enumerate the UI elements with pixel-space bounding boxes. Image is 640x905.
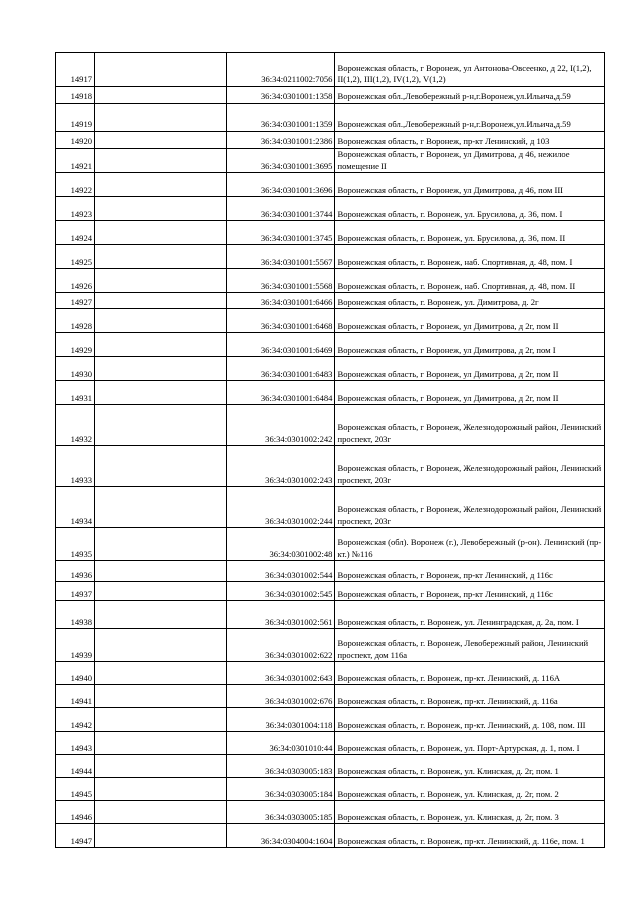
empty-cell: [95, 685, 227, 708]
cadastral-number: 36:34:0303005:184: [227, 778, 335, 801]
cadastral-number: 36:34:0301002:676: [227, 685, 335, 708]
row-number: 14939: [56, 629, 95, 662]
address: Воронежская область, г Воронеж, ул Димитрова, д 2г, пом I: [335, 333, 605, 357]
empty-cell: [95, 333, 227, 357]
table-row: [56, 732, 605, 755]
cadastral-number: 36:34:0301001:1359: [227, 104, 335, 132]
row-number: 14922: [56, 173, 95, 197]
address: Воронежская область, г Воронеж, ул Димитрова, д 2г, пом II: [335, 357, 605, 381]
cadastral-number: 36:34:0301001:6483: [227, 357, 335, 381]
row-number: 14947: [56, 824, 95, 848]
address: Воронежская область, г Воронеж, ул Димитрова, д 46, пом III: [335, 173, 605, 197]
empty-cell: [95, 197, 227, 221]
address: Воронежская обл.,Левобережный р-н,г.Воронеж,ул.Ильича,д.59: [335, 104, 605, 132]
row-number: 14932: [56, 405, 95, 446]
cadastral-number: 36:34:0301002:561: [227, 601, 335, 629]
row-number: 14920: [56, 132, 95, 149]
table-row: [56, 446, 605, 487]
table-row: [56, 309, 605, 333]
address: Воронежская область, г. Воронеж, наб. Спортивная, д. 48, пом. I: [335, 245, 605, 269]
empty-cell: [95, 309, 227, 333]
empty-cell: [95, 824, 227, 848]
cadastral-number: 36:34:0303005:183: [227, 755, 335, 778]
table-row: [56, 132, 605, 149]
address: Воронежская область, г Воронеж, ул Димитрова, д 46, нежилое помещение II: [335, 149, 605, 173]
empty-cell: [95, 629, 227, 662]
row-number: 14937: [56, 582, 95, 601]
address: Воронежская область, г. Воронеж, наб. Спортивная, д. 48, пом. II: [335, 269, 605, 293]
cadastral-number: 36:34:0301001:3745: [227, 221, 335, 245]
empty-cell: [95, 53, 227, 87]
cadastral-number: 36:34:0301001:3695: [227, 149, 335, 173]
cadastral-number: 36:34:0301001:6466: [227, 293, 335, 309]
empty-cell: [95, 528, 227, 561]
address: Воронежская область, г. Воронеж, ул. Брусилова, д. 36, пом. II: [335, 221, 605, 245]
empty-cell: [95, 755, 227, 778]
empty-cell: [95, 662, 227, 685]
cadastral-number: 36:34:0301004:118: [227, 708, 335, 732]
address: Воронежская область, г Воронеж, ул Антонова-Овсеенко, д 22, I(1,2), II(1,2), III(1,2), IV(1,2), V(1,2): [335, 53, 605, 87]
row-number: 14923: [56, 197, 95, 221]
address: Воронежская область, г. Воронеж, ул. Брусилова, д. 36, пом. I: [335, 197, 605, 221]
row-number: 14938: [56, 601, 95, 629]
empty-cell: [95, 221, 227, 245]
cadastral-number: 36:34:0301001:6469: [227, 333, 335, 357]
table-row: [56, 685, 605, 708]
row-number: 14943: [56, 732, 95, 755]
row-number: 14929: [56, 333, 95, 357]
address: Воронежская область, г Воронеж, ул Димитрова, д 2г, пом II: [335, 309, 605, 333]
cadastral-number: 36:34:0301001:6468: [227, 309, 335, 333]
empty-cell: [95, 446, 227, 487]
address: Воронежская область, г. Воронеж, пр-кт. Ленинский, д. 116а: [335, 685, 605, 708]
address: Воронежская область, г. Воронеж, Левобережный район, Ленинский проспект, дом 116а: [335, 629, 605, 662]
address: Воронежская область, г. Воронеж, ул. Димитрова, д. 2г: [335, 293, 605, 309]
row-number: 14931: [56, 381, 95, 405]
row-number: 14945: [56, 778, 95, 801]
empty-cell: [95, 561, 227, 582]
address: Воронежская (обл). Воронеж (г.), Левобережный (р-он). Ленинский (пр-кт.) №116: [335, 528, 605, 561]
address: Воронежская область, г Воронеж, Железнодорожный район, Ленинский проспект, 203г: [335, 405, 605, 446]
cadastral-number: 36:34:0301001:3744: [227, 197, 335, 221]
table-row: [56, 104, 605, 132]
address: Воронежская область, г Воронеж, пр-кт Ленинский, д 116с: [335, 561, 605, 582]
table-row: [56, 221, 605, 245]
address: Воронежская область, г Воронеж, пр-кт Ленинский, д 103: [335, 132, 605, 149]
cadastral-number: 36:34:0301002:643: [227, 662, 335, 685]
empty-cell: [95, 801, 227, 824]
empty-cell: [95, 87, 227, 104]
cadastral-number: 36:34:0303005:185: [227, 801, 335, 824]
row-number: 14946: [56, 801, 95, 824]
empty-cell: [95, 104, 227, 132]
table-row: [56, 357, 605, 381]
property-table-body: [56, 53, 605, 848]
address: Воронежская область, г Воронеж, пр-кт Ленинский, д 116с: [335, 582, 605, 601]
row-number: 14933: [56, 446, 95, 487]
empty-cell: [95, 582, 227, 601]
address: Воронежская область, г Воронеж, Железнодорожный район, Ленинский проспект, 203г: [335, 487, 605, 528]
row-number: 14926: [56, 269, 95, 293]
cadastral-number: 36:34:0301002:48: [227, 528, 335, 561]
cadastral-number: 36:34:0301002:544: [227, 561, 335, 582]
empty-cell: [95, 601, 227, 629]
row-number: 14940: [56, 662, 95, 685]
empty-cell: [95, 149, 227, 173]
address: Воронежская область, г. Воронеж, пр-кт. Ленинский, д. 108, пом. III: [335, 708, 605, 732]
table-row: [56, 487, 605, 528]
cadastral-number: 36:34:0301001:3696: [227, 173, 335, 197]
row-number: 14924: [56, 221, 95, 245]
empty-cell: [95, 132, 227, 149]
address: Воронежская область, г. Воронеж, пр-кт. Ленинский, д. 116е, пом. 1: [335, 824, 605, 848]
empty-cell: [95, 381, 227, 405]
empty-cell: [95, 269, 227, 293]
property-table: [55, 52, 605, 848]
row-number: 14921: [56, 149, 95, 173]
table-row: [56, 333, 605, 357]
table-row: [56, 197, 605, 221]
address: Воронежская обл.,Левобережный р-н,г.Воронеж,ул.Ильича,д.59: [335, 87, 605, 104]
table-row: [56, 778, 605, 801]
table-row: [56, 629, 605, 662]
cadastral-number: 36:34:0301002:622: [227, 629, 335, 662]
empty-cell: [95, 357, 227, 381]
table-row: [56, 755, 605, 778]
cadastral-number: 36:34:0301001:5568: [227, 269, 335, 293]
address: Воронежская область, г Воронеж, ул Димитрова, д 2г, пом II: [335, 381, 605, 405]
row-number: 14927: [56, 293, 95, 309]
row-number: 14934: [56, 487, 95, 528]
address: Воронежская область, г Воронеж, Железнодорожный район, Ленинский проспект, 203г: [335, 446, 605, 487]
row-number: 14928: [56, 309, 95, 333]
table-row: [56, 269, 605, 293]
empty-cell: [95, 245, 227, 269]
table-row: [56, 601, 605, 629]
table-row: [56, 53, 605, 87]
address: Воронежская область, г. Воронеж, ул. Клинская, д. 2г, пом. 3: [335, 801, 605, 824]
empty-cell: [95, 405, 227, 446]
cadastral-number: 36:34:0211002:7056: [227, 53, 335, 87]
table-row: [56, 87, 605, 104]
cadastral-number: 36:34:0304004:1604: [227, 824, 335, 848]
empty-cell: [95, 778, 227, 801]
row-number: 14944: [56, 755, 95, 778]
row-number: 14936: [56, 561, 95, 582]
table-row: [56, 245, 605, 269]
cadastral-number: 36:34:0301002:243: [227, 446, 335, 487]
table-row: [56, 381, 605, 405]
cadastral-number: 36:34:0301002:545: [227, 582, 335, 601]
row-number: 14917: [56, 53, 95, 87]
table-row: [56, 824, 605, 848]
cadastral-number: 36:34:0301010:44: [227, 732, 335, 755]
address: Воронежская область, г. Воронеж, ул. Клинская, д. 2г, пом. 1: [335, 755, 605, 778]
row-number: 14935: [56, 528, 95, 561]
cadastral-number: 36:34:0301001:1358: [227, 87, 335, 104]
cadastral-number: 36:34:0301002:244: [227, 487, 335, 528]
row-number: 14941: [56, 685, 95, 708]
empty-cell: [95, 487, 227, 528]
empty-cell: [95, 732, 227, 755]
table-row: [56, 173, 605, 197]
row-number: 14925: [56, 245, 95, 269]
address: Воронежская область, г. Воронеж, ул. Ленинградская, д. 2а, пом. I: [335, 601, 605, 629]
row-number: 14942: [56, 708, 95, 732]
cadastral-number: 36:34:0301001:5567: [227, 245, 335, 269]
table-row: [56, 149, 605, 173]
table-row: [56, 405, 605, 446]
address: Воронежская область, г. Воронеж, ул. Клинская, д. 2г, пом. 2: [335, 778, 605, 801]
table-row: [56, 801, 605, 824]
table-row: [56, 582, 605, 601]
empty-cell: [95, 293, 227, 309]
empty-cell: [95, 708, 227, 732]
row-number: 14918: [56, 87, 95, 104]
address: Воронежская область, г. Воронеж, ул. Порт-Артурская, д. 1, пом. I: [335, 732, 605, 755]
table-row: [56, 708, 605, 732]
table-row: [56, 293, 605, 309]
table-row: [56, 528, 605, 561]
row-number: 14919: [56, 104, 95, 132]
empty-cell: [95, 173, 227, 197]
address: Воронежская область, г. Воронеж, пр-кт. Ленинский, д. 116А: [335, 662, 605, 685]
cadastral-number: 36:34:0301001:6484: [227, 381, 335, 405]
cadastral-number: 36:34:0301001:2386: [227, 132, 335, 149]
table-row: [56, 662, 605, 685]
table-row: [56, 561, 605, 582]
cadastral-number: 36:34:0301002:242: [227, 405, 335, 446]
row-number: 14930: [56, 357, 95, 381]
